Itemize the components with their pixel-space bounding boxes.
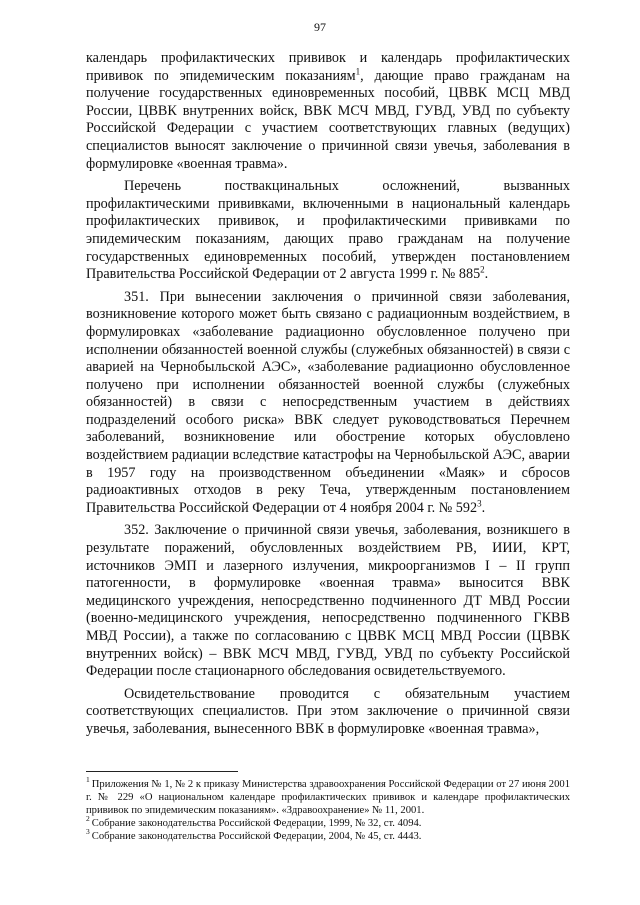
paragraph-351 [86,289,570,518]
footnotes [86,775,570,843]
footnote-reference[interactable]: 2 [480,264,485,275]
footnote-text: Собрание законодательства Российской Федерации, 1999, № 32, ст. 4094. [91,818,422,829]
footnote-divider [86,771,238,772]
paragraph-352 [86,522,570,680]
footnote-reference[interactable]: 1 [355,65,361,76]
footnote-item [86,814,570,830]
footnote-item [86,775,570,817]
paragraph-text-tail: , дающие право гражданам на получение государственных единовременных пособий, ЦВВК МСЦ МВД России, ЦВВК внутренних войск, ВВК МСЧ МВД, ГУВД, УВД по субъекту Российской Федерации с участием соответствующих главных (ведущих) специалистов выносят заключение о причинной связи увечья, заболевания в формулировке «военная травма». [86,67,570,172]
paragraph-text: календарь профилактических прививок и календарь профилактических прививок по эпидемическим показаниям [86,50,570,84]
paragraph-text: 352. Заключение о причинной связи увечья, заболевания, возникшего в результате поражений, обусловленных воздействием РВ, ИИИ, КРТ, источников ЭМП и лазерного излучения, микроорганизмов I – II групп патогенности, в формулировке «военная травма» выносится ВВК медицинского учреждения, непосредственно подчиненного ДТ МВД России (военно-медицинского учреждения, непосредственно подчиненного ГКВВ МВД России), а также по согласованию с ЦВВК МСЦ МВД России (ЦВВК внутренних войск) – ВВК МСЧ МВД, ГУВД, УВД по субъекту Российской Федерации после стационарного обследования освидетельствуемого. [86,522,570,680]
footnote-text: Собрание законодательства Российской Федерации, 2004, № 45, ст. 4443. [91,831,422,842]
paragraph-text-tail: . [481,499,486,516]
footnote-reference[interactable]: 3 [477,498,482,509]
paragraph-text: 351. При вынесении заключения о причинной связи заболевания, возникновение которого может быть связано с радиационным воздействием, в формулировках «заболевание радиационно обусловленное получено при исполнении обязанностей военной службы (служебных обязанностей) в связи с аварией на Чернобыльской АЭС», «заболевание радиационно обусловленное получено при исполнении обязанностей военной службы (служебных обязанностей) в связи с непосредственным участием в действиях подразделений особого риска» ВВК следует руководствоваться Перечнем заболеваний, возникновение или обострение которых обусловлено воздействием радиации вследствие катастрофы на Чернобыльской АЭС, аварии в 1957 году на производственном объединении «Маяк» и сбросов радиоактивных отходов в реку Теча, утвержденным постановлением Правительства Российской Федерации от 4 ноября 2004 г. № 592 [86,288,570,516]
paragraph-continuation [86,50,570,173]
paragraph-text: Перечень поствакцинальных осложнений, вызванных профилактическими прививками, включенными в национальный календарь профилактических прививок, и профилактическими прививками по эпидемическим показаниям, дающих право гражданам на получение государственных единовременных пособий, утвержден постановлением Правительства Российской Федерации от 2 августа 1999 г. № 885 [86,178,570,283]
body-text [86,50,570,744]
paragraph-vaccination-list [86,178,570,284]
paragraph-text-tail: . [484,266,489,283]
footnote-text: Приложения № 1, № 2 к приказу Министерства здравоохранения Российской Федерации от 27 июня 2001 г. № 229 «О национальном календаре профилактических прививок и календаре профилактических прививок по эпидемическим показаниям». «Здравоохранение» № 11, 2001. [86,779,570,816]
paragraph-examination [86,686,570,739]
paragraph-text: Освидетельствование проводится с обязательным участием соответствующих специалистов. При этом заключение о причинной связи увечья, заболевания, вынесенного ВВК в формулировке «военная травма», [86,685,570,737]
page-number: 97 [314,20,326,34]
footnote-number: 3 [86,827,90,837]
footnote-number: 2 [86,814,90,824]
footnote-item [86,827,570,843]
footnote-number: 1 [86,775,90,785]
